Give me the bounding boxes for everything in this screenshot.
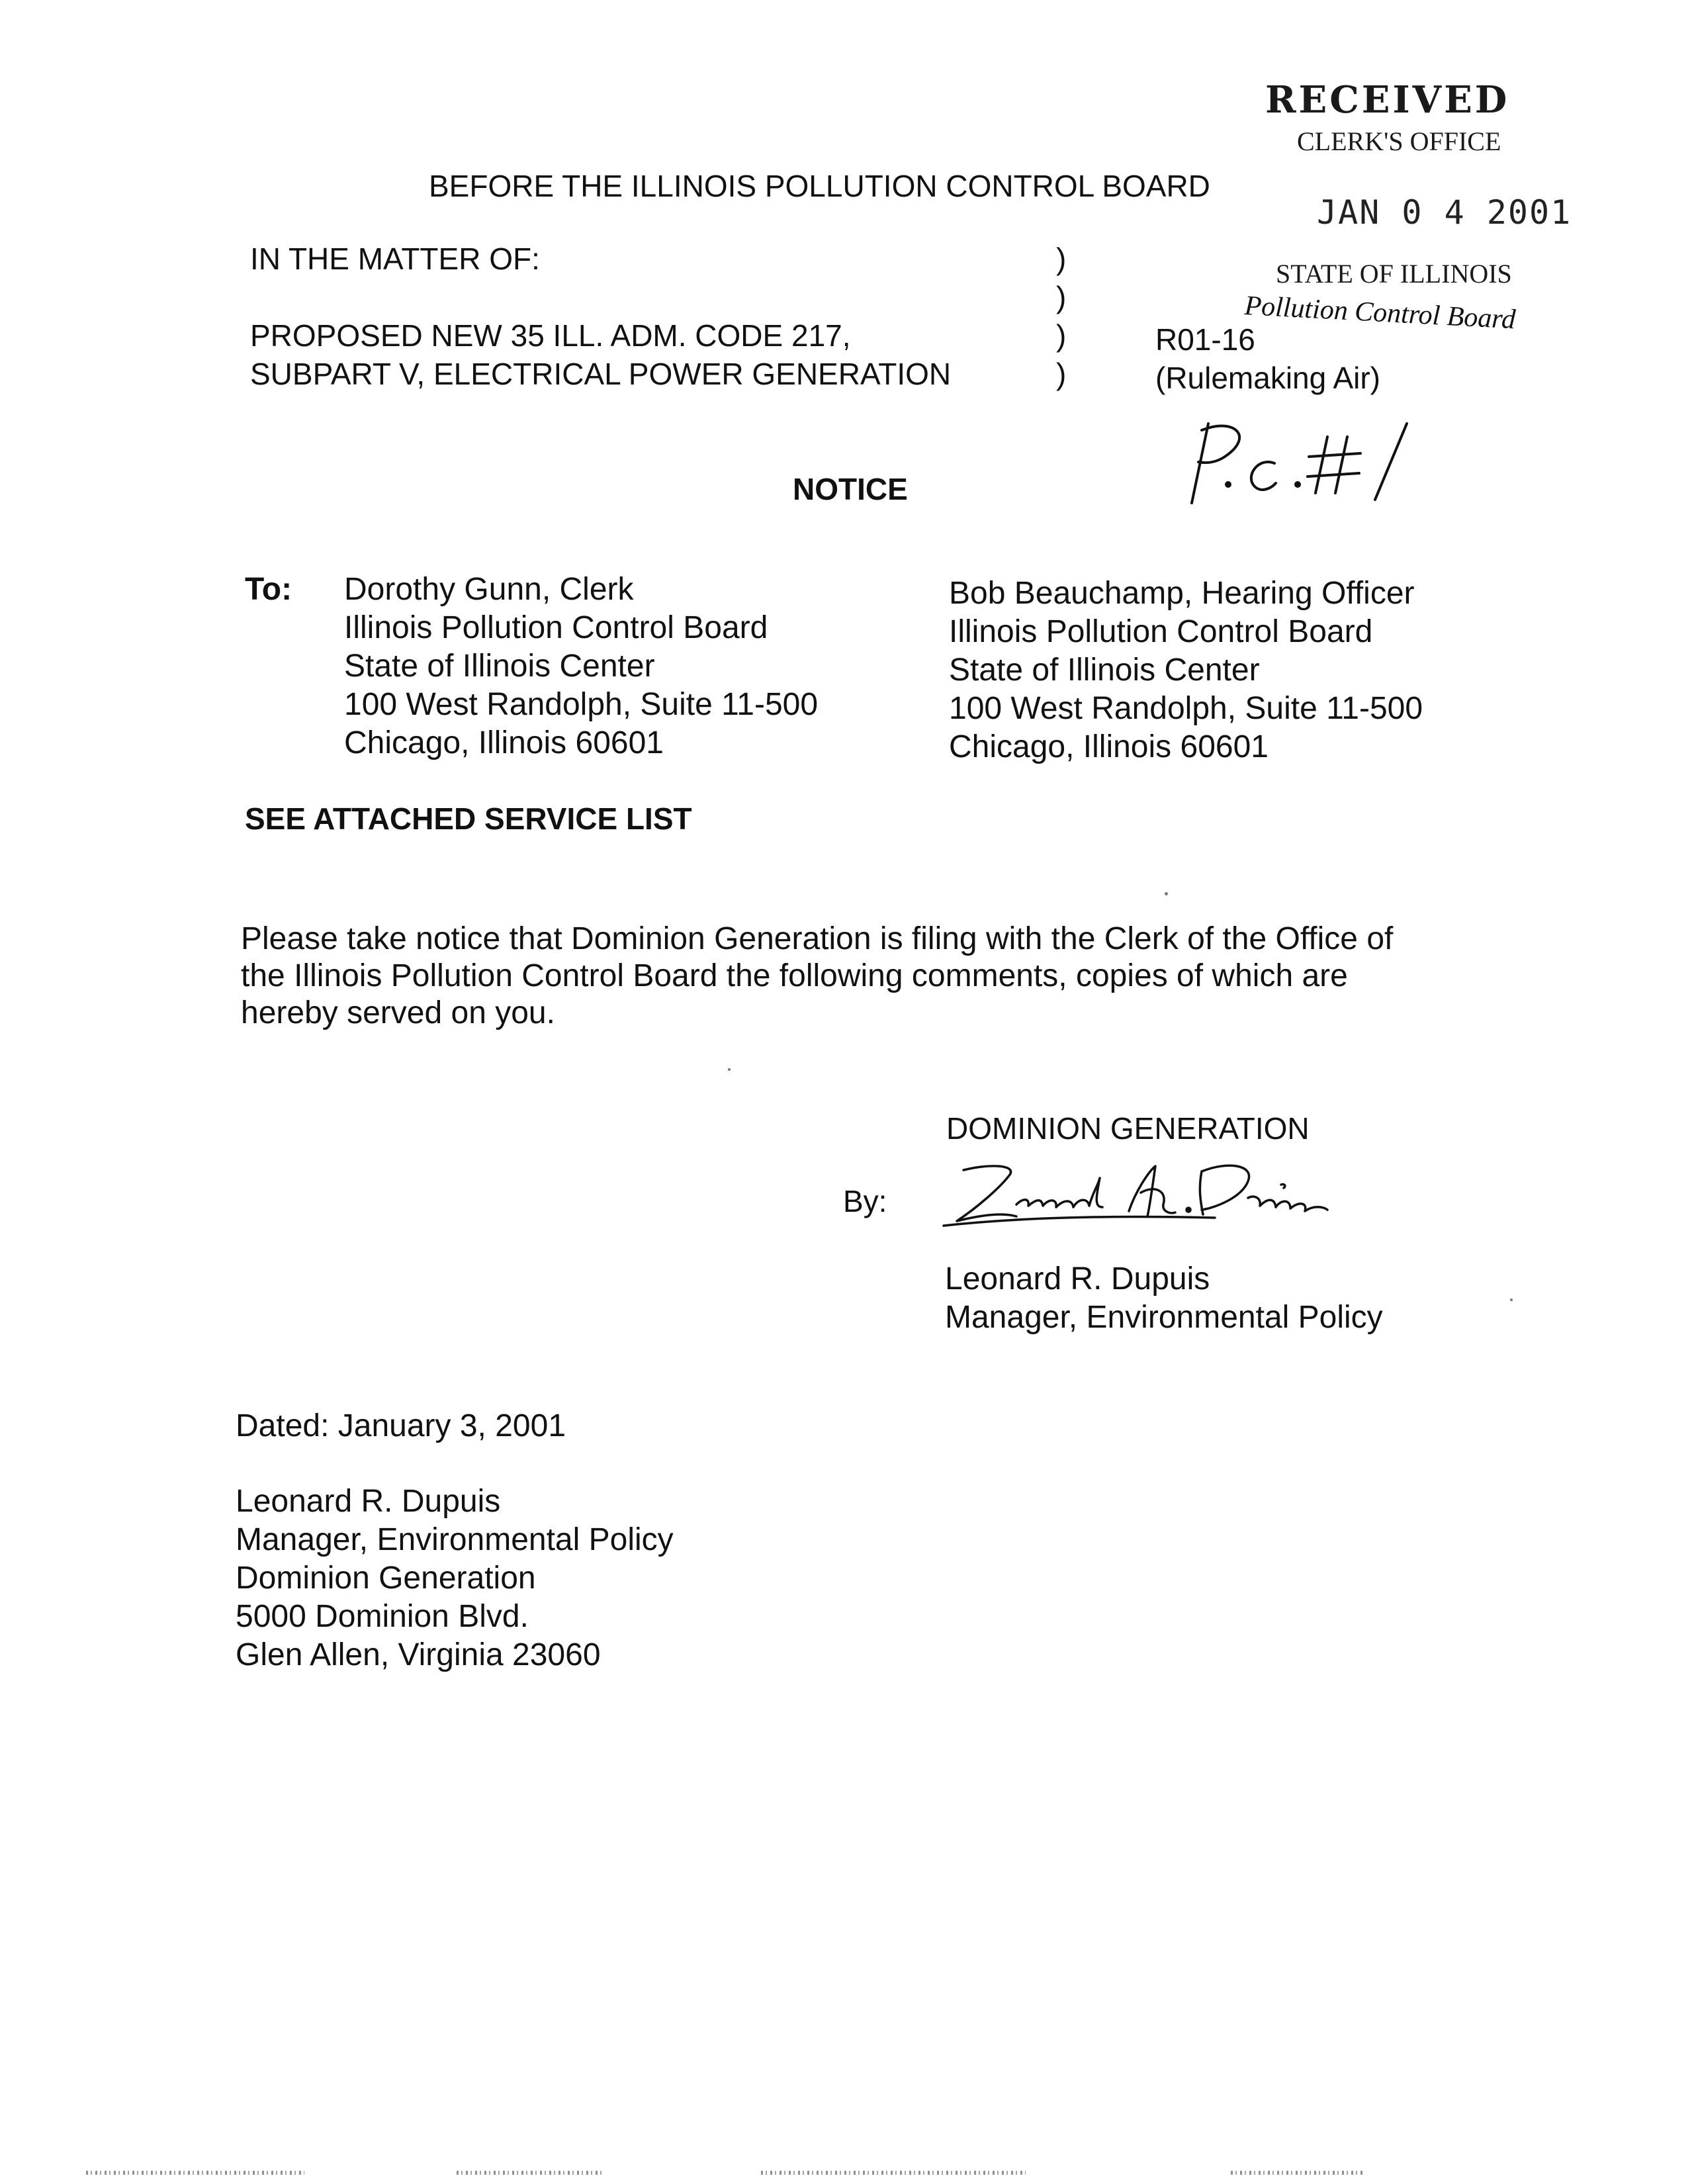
recipient-2-line: 100 West Randolph, Suite 11-500 <box>949 691 1423 726</box>
scan-edge-noise <box>86 2171 304 2175</box>
recipient-1-line: 100 West Randolph, Suite 11-500 <box>344 687 819 722</box>
notice-body-line: Please take notice that Dominion Generation is filing with the Clerk of the Office of <box>241 921 1394 956</box>
proposal-line-2: SUBPART V, ELECTRICAL POWER GENERATION <box>250 357 952 391</box>
recipient-2-line: Bob Beauchamp, Hearing Officer <box>949 576 1415 611</box>
notice-body <box>241 920 1393 1032</box>
dated-line: Dated: January 3, 2001 <box>236 1408 566 1443</box>
recipient-2 <box>949 574 1423 766</box>
sender-address-line: Leonard R. Dupuis <box>236 1484 501 1519</box>
received-stamp-title: RECEIVED <box>1265 78 1510 122</box>
caption-paren: ) <box>1056 242 1067 276</box>
company-name: DOMINION GENERATION <box>946 1111 1310 1146</box>
recipient-1-line: Illinois Pollution Control Board <box>344 610 768 645</box>
sender-address-line: Manager, Environmental Policy <box>236 1522 674 1557</box>
scan-edge-noise <box>761 2171 1026 2175</box>
recipient-1-line: Dorothy Gunn, Clerk <box>344 572 634 607</box>
handwritten-signature <box>937 1152 1360 1238</box>
by-label: By: <box>843 1184 887 1218</box>
recipient-2-line: Illinois Pollution Control Board <box>949 614 1373 649</box>
to-label: To: <box>245 572 292 607</box>
service-list-heading: SEE ATTACHED SERVICE LIST <box>245 801 692 836</box>
sender-address <box>236 1482 674 1674</box>
scan-edge-noise <box>1231 2171 1363 2175</box>
received-stamp-board: Pollution Control Board <box>1243 290 1517 336</box>
signer-title: Manager, Environmental Policy <box>945 1300 1383 1335</box>
received-stamp-office: CLERK'S OFFICE <box>1297 126 1501 156</box>
received-stamp-date: JAN 0 4 2001 <box>1317 193 1572 232</box>
notice-heading: NOTICE <box>793 472 908 506</box>
docket-number: R01-16 <box>1155 322 1255 357</box>
notice-body-line: the Illinois Pollution Control Board the following comments, copies of which are <box>241 958 1348 993</box>
recipient-2-line: State of Illinois Center <box>949 653 1260 688</box>
scan-edge-noise <box>457 2171 602 2175</box>
notice-body-line: hereby served on you. <box>241 995 555 1030</box>
matter-label: IN THE MATTER OF: <box>250 242 540 276</box>
recipient-1-line: State of Illinois Center <box>344 649 655 684</box>
scan-speck <box>1165 892 1168 895</box>
sender-address-line: Dominion Generation <box>236 1561 536 1596</box>
caption-paren: ) <box>1056 357 1067 391</box>
scan-speck <box>1510 1298 1513 1301</box>
handwritten-pc-number <box>1162 410 1440 510</box>
received-stamp-state: STATE OF ILLINOIS <box>1276 259 1512 289</box>
recipient-1-line: Chicago, Illinois 60601 <box>344 725 664 760</box>
page-title: BEFORE THE ILLINOIS POLLUTION CONTROL BOARD <box>429 169 1210 203</box>
caption-paren: ) <box>1056 280 1067 314</box>
signer-name: Leonard R. Dupuis <box>945 1261 1210 1297</box>
recipient-2-line: Chicago, Illinois 60601 <box>949 729 1269 764</box>
sender-address-line: Glen Allen, Virginia 23060 <box>236 1637 601 1672</box>
docket-type: (Rulemaking Air) <box>1155 361 1380 395</box>
caption-paren: ) <box>1056 318 1067 353</box>
scan-speck <box>728 1068 731 1071</box>
proposal-line-1: PROPOSED NEW 35 ILL. ADM. CODE 217, <box>250 318 851 353</box>
recipient-1 <box>344 570 818 762</box>
sender-address-line: 5000 Dominion Blvd. <box>236 1599 529 1634</box>
